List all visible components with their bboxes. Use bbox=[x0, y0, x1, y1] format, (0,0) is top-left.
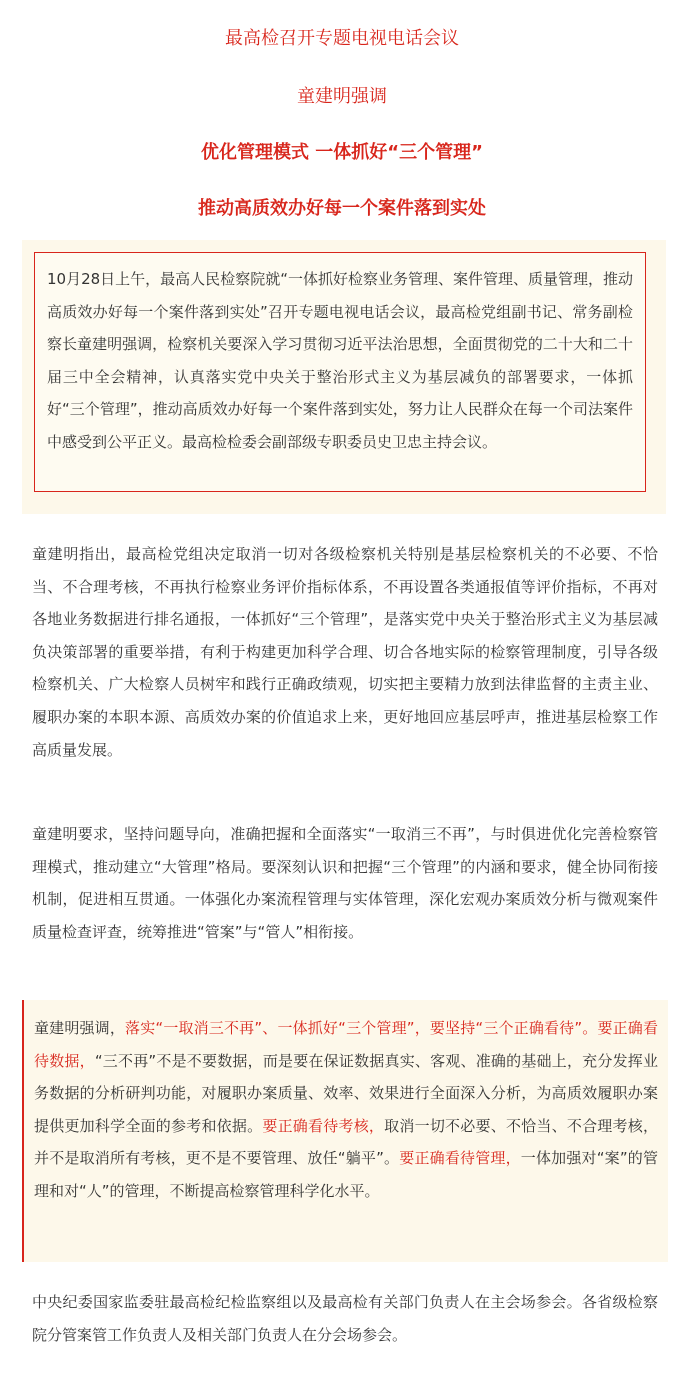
headline-speaker: 童建明强调 bbox=[297, 86, 387, 107]
emphasis-text bbox=[34, 1012, 658, 1208]
emphasis-intro: 童建明强调， bbox=[34, 1019, 126, 1037]
paragraph-requirements: 童建明要求，坚持问题导向，准确把握和全面落实“一取消三不再”，与时俱进优化完善检察管理模式，推动建立“大管理”格局。要深刻认识和把握“三个管理”的内涵和要求，健全协同衔接机制，促进相互贯通。一体强化办案流程管理与实体管理，深化宏观办案质效分析与微观案件质量检查评查，统筹推进“管案”与“管人”相衔接。 bbox=[32, 825, 658, 941]
emphasis-assessment-body: 取消一切不必要、不恰当、不合理考核，并不是取消所有考核，更不是不要管理、放任“躺平”。 bbox=[34, 1116, 658, 1168]
headline-meeting: 最高检召开专题电视电话会议 bbox=[225, 28, 459, 49]
lead-text: 10月28日上午，最高人民检察院就“一体抓好检察业务管理、案件管理、质量管理，推动高质效办好每一个案件落到实处”召开专题电视电话会议，最高检党组副书记、常务副检察长童建明强调，检察机关要深入学习贯彻习近平法治思想，全面贯彻党的二十大和二十届三中全会精神，认真落实党中央关于整治形式主义为基层减负的部署要求，一体抓好“三个管理”，推动高质效办好每一个案件落到实处，努力让人民群众在每一个司法案件中感受到公平正义。最高检检委会副部级专职委员史卫忠主持会议。 bbox=[47, 270, 633, 451]
emphasis-management-body: 一体加强对“案”的管理和对“人”的管理，不断提高检察管理科学化水平。 bbox=[34, 1149, 658, 1200]
emphasis-highlight-data: 落实“一取消三不再”、一体抓好“三个管理”，要坚持“三个正确看待”。要正确看待数据， bbox=[34, 1019, 658, 1070]
paragraph-attendees: 中央纪委国家监委驻最高检纪检监察组以及最高检有关部门负责人在主会场参会。各省级检察院分管案管工作负责人及相关部门负责人在分会场参会。 bbox=[32, 1293, 658, 1344]
headline-main-1: 优化管理模式 一体抓好“三个管理” bbox=[201, 142, 483, 163]
emphasis-highlight-assessment: 要正确看待考核， bbox=[262, 1116, 385, 1135]
lead-box bbox=[34, 252, 646, 492]
emphasis-section bbox=[22, 1000, 668, 1262]
lead-section bbox=[22, 240, 666, 514]
paragraph-directive: 童建明指出，最高检党组决定取消一切对各级检察机关特别是基层检察机关的不必要、不恰当、不合理考核，不再执行检察业务评价指标体系，不再设置各类通报值等评价指标，不再对各地业务数据进行排名通报，一体抓好“三个管理”，是落实党中央关于整治形式主义为基层减负决策部署的重要举措，有利于构建更加科学合理、切合各地实际的检察管理制度，引导各级检察机关、广大检察人员树牢和践行正确政绩观，切实把主要精力放到法律监督的主责主业、履职办案的本职本源、高质效办案的价值追求上来，更好地回应基层呼声，推进基层检察工作高质量发展。 bbox=[32, 545, 658, 759]
headline-main-2: 推动高质效办好每一个案件落到实处 bbox=[198, 198, 486, 219]
emphasis-highlight-management: 要正确看待管理， bbox=[399, 1149, 521, 1168]
emphasis-data-body: “三不再”不是不要数据，而是要在保证数据真实、客观、准确的基础上，充分发挥业务数据的分析研判功能，对履职办案质量、效率、效果进行全面深入分析，为高质效履职办案提供更加科学全面的参考和依据。 bbox=[34, 1051, 658, 1135]
